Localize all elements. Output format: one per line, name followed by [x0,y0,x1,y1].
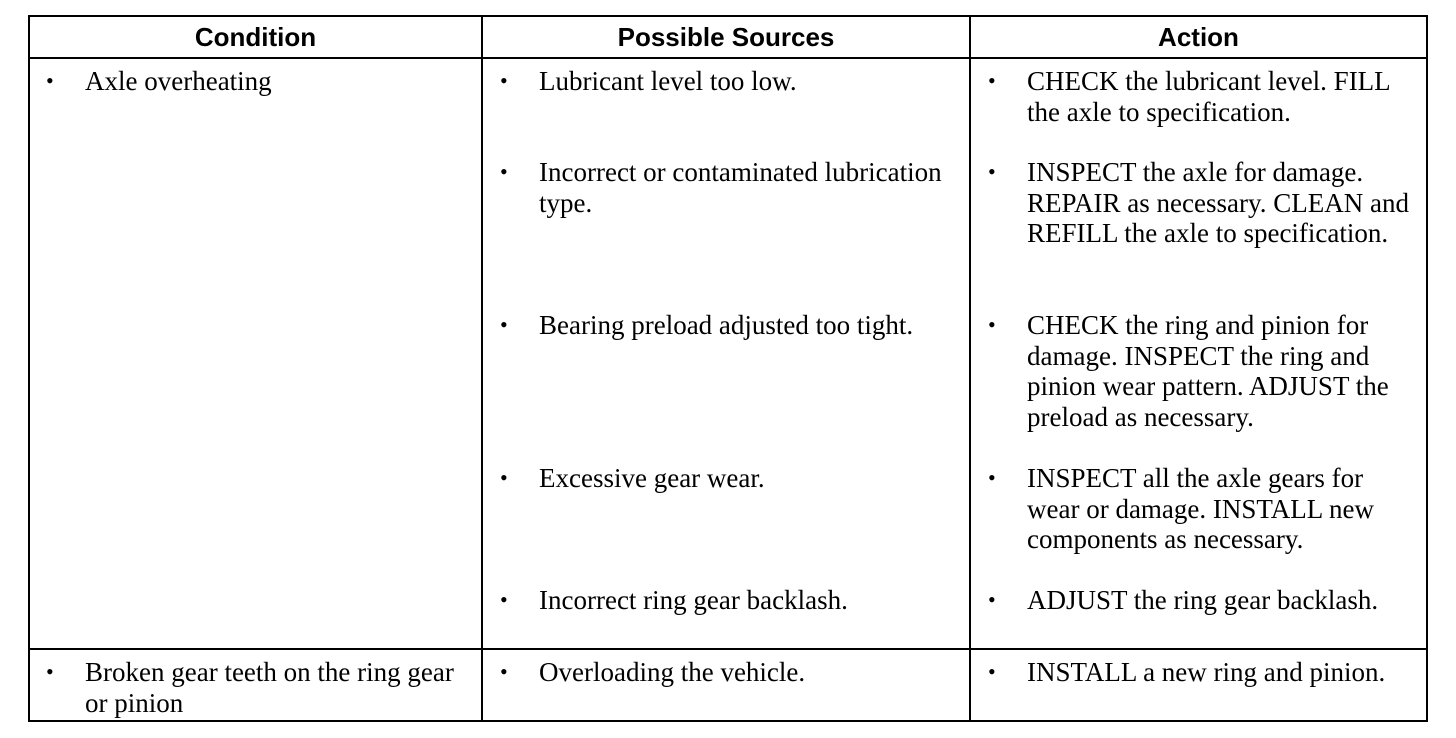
bullet-icon: • [988,587,996,612]
source-text: Incorrect or contaminated lubrication type. [539,157,942,218]
header-action: Action [970,16,1427,58]
condition-cell [29,58,482,649]
source-item [483,157,963,310]
action-text: CHECK the ring and pinion for damage. INSPECT the ring and pinion wear pattern. ADJUST the preload as necessary. [1027,310,1389,432]
source-item [483,585,963,616]
source-text: Lubricant level too low. [539,66,797,96]
table-row-axle-overheating [29,58,1427,649]
source-text: Bearing preload adjusted too tight. [539,310,914,340]
action-item [971,463,1420,585]
source-item [483,463,963,585]
bullet-icon: • [500,68,508,93]
action-text: CHECK the lubricant level. FILL the axle to specification. [1027,66,1390,127]
bullet-icon: • [988,312,996,337]
source-item [483,66,963,157]
table-header-row [29,16,1427,58]
source-text: Excessive gear wear. [539,463,765,493]
bullet-icon: • [46,659,54,684]
actions-cell [970,649,1427,721]
action-item [971,66,1420,157]
header-possible-sources: Possible Sources [482,16,970,58]
source-item [483,310,963,463]
bullet-icon: • [500,465,508,490]
diagnosis-table [28,15,1428,722]
bullet-icon: • [500,312,508,337]
bullet-icon: • [988,159,996,184]
action-item [971,585,1420,616]
header-condition: Condition [29,16,482,58]
sources-cell [482,649,970,721]
bullet-icon: • [988,68,996,93]
action-text: INSTALL a new ring and pinion. [1027,657,1386,687]
action-text: INSPECT all the axle gears for wear or damage. INSTALL new components as necessary. [1027,463,1374,554]
condition-item [30,657,475,718]
bullet-icon: • [988,465,996,490]
sources-cell [482,58,970,649]
actions-cell [970,58,1427,649]
bullet-icon: • [500,159,508,184]
action-text: ADJUST the ring gear backlash. [1027,585,1379,615]
condition-item [30,66,475,97]
condition-cell [29,649,482,721]
action-item [971,157,1420,310]
bullet-icon: • [46,68,54,93]
source-item [483,657,963,688]
condition-text: Axle overheating [85,66,272,96]
action-text: INSPECT the axle for damage. REPAIR as necessary. CLEAN and REFILL the axle to specification. [1027,157,1409,248]
table-row-broken-gear-teeth [29,649,1427,721]
bullet-icon: • [500,659,508,684]
bullet-icon: • [500,587,508,612]
bullet-icon: • [988,659,996,684]
source-text: Incorrect ring gear backlash. [539,585,848,615]
condition-text: Broken gear teeth on the ring gear or pinion [85,657,454,718]
action-item [971,657,1420,688]
source-text: Overloading the vehicle. [539,657,806,687]
action-item [971,310,1420,463]
